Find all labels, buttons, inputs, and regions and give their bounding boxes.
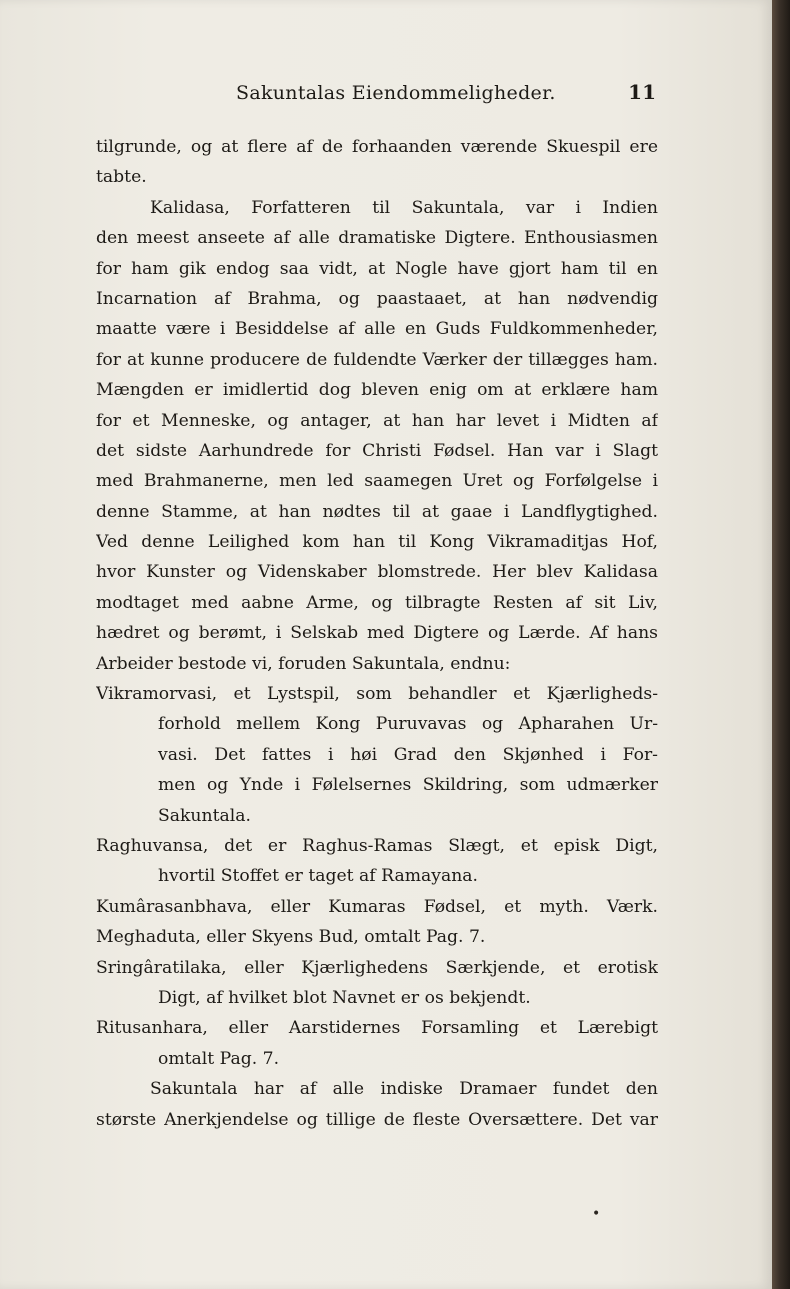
running-title: Sakuntalas Eiendommeligheder. <box>236 82 556 104</box>
text-line: hædret og berømt, i Selskab med Digtere og Lærde. Af hans <box>96 623 658 644</box>
text-line: for ham gik endog saa vidt, at Nogle have gjort ham til en <box>96 258 658 279</box>
text-line: den meest anseete af alle dramatiske Digtere. Enthousiasmen <box>96 228 658 249</box>
text-line: hvortil Stoffet er taget af Ramayana. <box>158 866 478 887</box>
text-line: Kumârasanbhava, eller Kumaras Fødsel, et myth. Værk. <box>96 896 658 917</box>
text-line: med Brahmanerne, men led saamegen Uret og Forfølgelse i <box>96 471 658 492</box>
text-line: omtalt Pag. 7. <box>158 1048 280 1069</box>
text-line: Sakuntala. <box>158 805 251 826</box>
text-line: Vikramorvasi, et Lystspil, som behandler et Kjærligheds- <box>96 684 658 705</box>
text-line: Raghuvansa, det er Raghus-Ramas Slægt, et episk Digt, <box>96 835 658 856</box>
text-line: Ritusanhara, eller Aarstidernes Forsamling et Lærebigt <box>96 1018 658 1039</box>
text-line: maatte være i Besiddelse af alle en Guds Fuldkommenheder, <box>96 319 658 340</box>
printer-mark: • <box>592 1206 601 1222</box>
text-line: denne Stamme, at han nødtes til at gaae i Landflygtighed. <box>96 501 658 522</box>
text-line: modtaget med aabne Arme, og tilbragte Resten af sit Liv, <box>96 592 658 613</box>
text-line: men og Ynde i Følelsernes Skildring, som udmærker <box>158 775 658 796</box>
text-line: Mængden er imidlertid dog bleven enig om at erklære ham <box>96 380 658 401</box>
text-line: Digt, af hvilket blot Navnet er os bekjendt. <box>158 987 531 1008</box>
text-line: forhold mellem Kong Puruvavas og Apharahen Ur- <box>158 714 658 735</box>
text-line: største Anerkjendelse og tillige de fleste Oversættere. Det var <box>96 1109 658 1130</box>
page-header <box>96 82 656 112</box>
text-line: for et Menneske, og antager, at han har levet i Midten af <box>96 410 658 431</box>
text-line: Kalidasa, Forfatteren til Sakuntala, var i Indien <box>150 197 658 218</box>
text-line: Meghaduta, eller Skyens Bud, omtalt Pag. 7. <box>96 927 486 948</box>
text-line: Ved denne Leilighed kom han til Kong Vikramaditjas Hof, <box>96 532 658 553</box>
text-line: det sidste Aarhundrede for Christi Fødsel. Han var i Slagt <box>96 440 658 461</box>
text-line: tabte. <box>96 167 147 188</box>
body-text <box>96 132 658 1135</box>
book-edge-shadow <box>772 0 790 1289</box>
text-line: hvor Kunster og Videnskaber blomstrede. Her blev Kalidasa <box>96 562 658 583</box>
page-number: 11 <box>628 80 656 104</box>
text-line: Sringâratilaka, eller Kjærlighedens Særkjende, et erotisk <box>96 957 658 978</box>
text-line: vasi. Det fattes i høi Grad den Skjønhed i For- <box>158 744 658 765</box>
text-line: for at kunne producere de fuldendte Værker der tillægges ham. <box>96 349 658 370</box>
text-line: Arbeider bestode vi, foruden Sakuntala, endnu: <box>96 653 511 674</box>
text-line: Sakuntala har af alle indiske Dramaer fundet den <box>150 1079 658 1100</box>
text-line: tilgrunde, og at flere af de forhaanden værende Skuespil ere <box>96 137 658 157</box>
text-line: Incarnation af Brahma, og paastaaet, at han nødvendig <box>96 288 658 309</box>
